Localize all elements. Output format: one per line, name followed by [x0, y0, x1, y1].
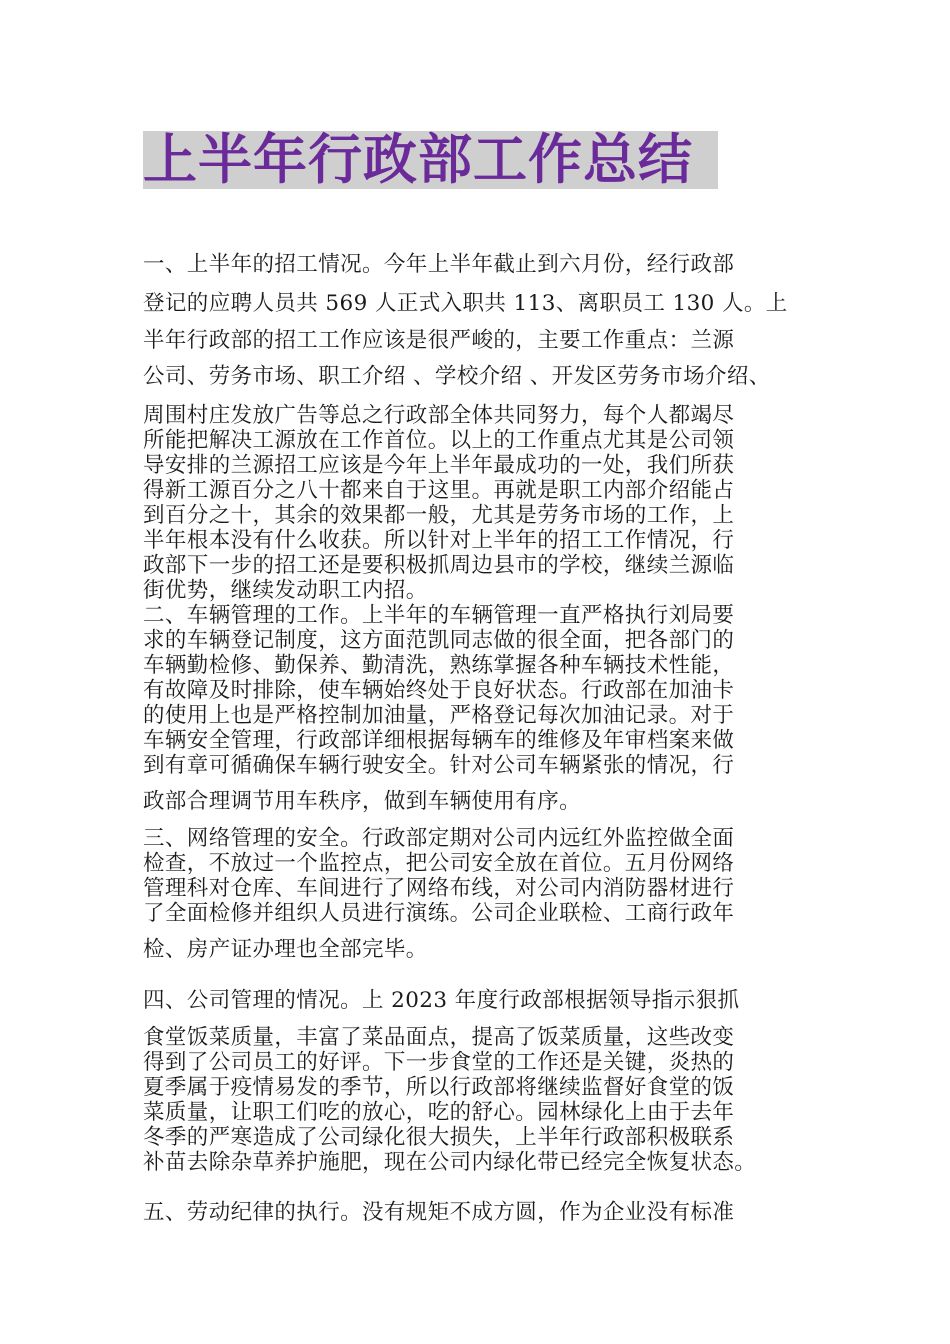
text-line: 了全面检修并组织人员进行演练。公司企业联检、工商行政年	[143, 901, 735, 926]
text-line: 四、公司管理的情况。上 2023 年度行政部根据领导指示狠抓	[143, 988, 740, 1013]
text-line: 到有章可循确保车辆行驶安全。针对公司车辆紧张的情况，行	[143, 753, 735, 778]
text-line: 冬季的严寒造成了公司绿化很大损失，上半年行政部积极联系	[143, 1125, 735, 1150]
text-line: 到百分之十，其余的效果都一般，尤其是劳务市场的工作，上	[143, 503, 735, 528]
text-line: 半年行政部的招工工作应该是很严峻的，主要工作重点：兰源	[143, 328, 735, 353]
text-line: 半年根本没有什么收获。所以针对上半年的招工工作情况，行	[143, 528, 735, 553]
text-line: 登记的应聘人员共 569 人正式入职共 113、离职员工 130 人。上	[143, 291, 788, 316]
text-line: 检、房产证办理也全部完毕。	[143, 937, 428, 962]
text-line: 管理科对仓库、车间进行了网络布线，对公司内消防器材进行	[143, 876, 735, 901]
text-line: 二、车辆管理的工作。上半年的车辆管理一直严格执行刘局要	[143, 603, 735, 628]
text-line: 补苗去除杂草养护施肥，现在公司内绿化带已经完全恢复状态。	[143, 1150, 757, 1175]
text-line: 街优势，继续发动职工内招。	[143, 578, 428, 603]
text-line: 车辆勤检修、勤保养、勤清洗，熟练掌握各种车辆技术性能，	[143, 653, 735, 678]
text-line: 得新工源百分之八十都来自于这里。再就是职工内部介绍能占	[143, 478, 735, 503]
text-line: 夏季属于疫情易发的季节，所以行政部将继续监督好食堂的饭	[143, 1075, 735, 1100]
text-line: 菜质量，让职工们吃的放心，吃的舒心。园林绿化上由于去年	[143, 1100, 735, 1125]
text-line: 车辆安全管理，行政部详细根据每辆车的维修及年审档案来做	[143, 728, 735, 753]
text-line: 所能把解决工源放在工作首位。以上的工作重点尤其是公司领	[143, 428, 735, 453]
text-line: 求的车辆登记制度，这方面范凯同志做的很全面，把各部门的	[143, 628, 735, 653]
text-line: 公司、劳务市场、职工介绍 、学校介绍 、开发区劳务市场介绍、	[143, 364, 771, 389]
text-line: 有故障及时排除，使车辆始终处于良好状态。行政部在加油卡	[143, 678, 735, 703]
text-line: 政部合理调节用车秩序，做到车辆使用有序。	[143, 789, 582, 814]
text-line: 得到了公司员工的好评。下一步食堂的工作还是关键，炎热的	[143, 1050, 735, 1075]
text-line: 周围村庄发放广告等总之行政部全体共同努力，每个人都竭尽	[143, 403, 735, 428]
text-line: 三、网络管理的安全。行政部定期对公司内远红外监控做全面	[143, 826, 735, 851]
text-line: 导安排的兰源招工应该是今年上半年最成功的一处，我们所获	[143, 453, 735, 478]
text-line: 的使用上也是严格控制加油量，严格登记每次加油记录。对于	[143, 703, 735, 728]
text-line: 检查，不放过一个监控点，把公司安全放在首位。五月份网络	[143, 851, 735, 876]
text-line: 一、上半年的招工情况。今年上半年截止到六月份，经行政部	[143, 252, 735, 277]
text-line: 食堂饭菜质量，丰富了菜品面点，提高了饭菜质量，这些改变	[143, 1025, 735, 1050]
text-line: 政部下一步的招工还是要积极抓周边县市的学校，继续兰源临	[143, 553, 735, 578]
title-highlight	[143, 128, 718, 191]
text-line: 五、劳动纪律的执行。没有规矩不成方圆，作为企业没有标准	[143, 1200, 735, 1225]
document-title: 上半年行政部工作总结	[143, 128, 693, 191]
